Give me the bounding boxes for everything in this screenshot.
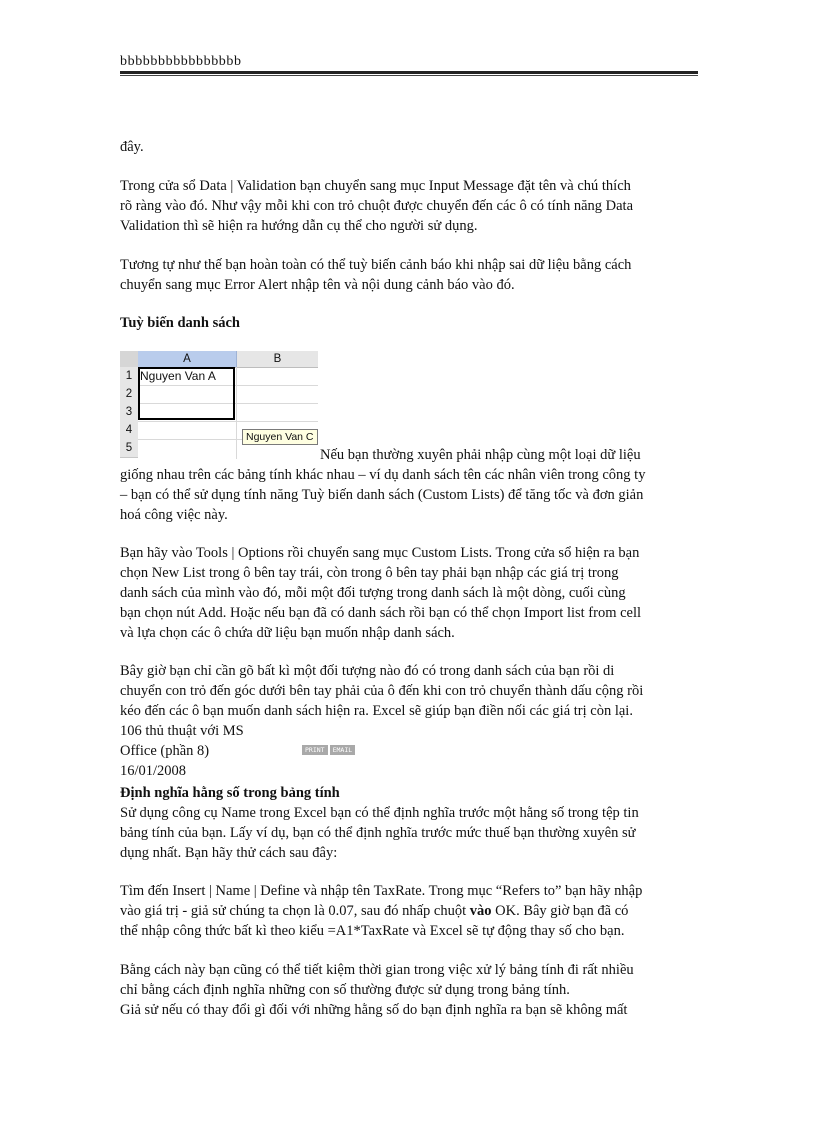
- paragraph-custom-lists: Nếu bạn thường xuyên phải nhập cùng một loại dữ liệu giống nhau trên các bảng tính khác nhau – ví dụ danh sách tên các nhân viên trong công ty – bạn có thể sử dụng tính năng Tuỳ biến danh sách (Custom Lists) để tăng tốc và đơn giản hoá công việc này.: [120, 447, 646, 523]
- row-header-2: 2: [120, 385, 138, 404]
- column-header-a: A: [138, 351, 237, 367]
- paragraph-tools-options: Bạn hãy vào Tools | Options rồi chuyển sang mục Custom Lists. Trong cửa sổ hiện ra bạn chọn New List trong ô bên tay trái, còn trong ô bên tay phải bạn nhập các giá trị trong danh sách của mình vào đó, mỗi một đối tượng trong danh sách là một dòng, cuối cùng bạn chọn nút Add. Hoặc nếu bạn đã có danh sách rồi bạn có thể chọn Import list from cell và lựa chọn các ô chứa dữ liệu bạn muốn nhập danh sách.: [120, 545, 642, 641]
- selection-range: [138, 367, 235, 420]
- article-meta: [120, 721, 698, 781]
- row-header-4: 4: [120, 421, 138, 440]
- section-title-constants: Định nghĩa hằng số trong bảng tính: [120, 785, 340, 801]
- column-header-b: B: [273, 353, 282, 365]
- autofill-tooltip: Nguyen Van C: [242, 429, 318, 445]
- paragraph-name-intro: Sử dụng công cụ Name trong Excel bạn có thể định nghĩa trước một hằng số trong tệp tin bảng tính của bạn. Lấy ví dụ, bạn có thể định nghĩa trước mức thuế bạn thường xuyên sử dụng nhất. Bạn hãy thử cách sau đây:: [120, 805, 639, 861]
- share-tags: [302, 739, 357, 757]
- print-button[interactable]: PRINT: [302, 745, 328, 755]
- page-header: bbbbbbbbbbbbbbbb: [120, 54, 242, 69]
- email-button[interactable]: EMAIL: [330, 745, 356, 755]
- article-date: 16/01/2008: [120, 763, 187, 779]
- paragraph-error-alert: Tương tự như thế bạn hoàn toàn có thể tuỳ biến cảnh báo khi nhập sai dữ liệu bằng cách chuyển sang mục Error Alert nhập tên và nội dung cảnh báo vào đó.: [120, 257, 632, 293]
- select-all-corner: [120, 351, 138, 367]
- header-divider-thin: [120, 75, 698, 76]
- section-title-custom-lists: Tuỳ biến danh sách: [120, 315, 240, 331]
- row-header-5: 5: [120, 439, 138, 458]
- spreadsheet-illustration: [120, 351, 318, 459]
- paragraph-fill-handle: Bây giờ bạn chỉ cần gõ bất kì một đối tượng nào đó có trong danh sách của bạn rồi di chuyển con trỏ đến góc dưới bên tay phải của ô đến khi con trỏ chuyển thành dấu cộng rồi kéo đến các ô bạn muốn danh sách hiện ra. Excel sẽ giúp bạn điền nối các giá trị còn lại.: [120, 663, 644, 719]
- row-header-1: 1: [120, 367, 138, 386]
- cell-a1: Nguyen Van A: [140, 369, 216, 383]
- article-title-line2: Office (phần 8): [120, 743, 210, 759]
- row-header-3: 3: [120, 403, 138, 422]
- paragraph-input-message: Trong cửa sổ Data | Validation bạn chuyển sang mục Input Message đặt tên và chú thích rõ ràng vào đó. Như vậy mỗi khi con trỏ chuột được chuyển đến các ô có tính năng Data Validation thì sẽ hiện ra hướng dẫn cụ thể cho người sử dụng.: [120, 178, 634, 234]
- paragraph-taxrate: Tìm đến Insert | Name | Define và nhập tên TaxRate. Trong mục “Refers to” bạn hãy nhập vào giá trị - giả sử chúng ta chọn là 0.07, sau đó nhấp chuột vào OK. Bây giờ bạn đã có thể nhập công thức bất kì theo kiểu =A1*TaxRate và Excel sẽ tự động thay số cho bạn.: [120, 883, 643, 939]
- article-title-line1: 106 thủ thuật với MS: [120, 723, 244, 739]
- intro-line: đây.: [120, 139, 144, 155]
- gridline: [138, 421, 318, 422]
- header-divider-thick: [120, 71, 698, 74]
- paragraph-save-time: Bằng cách này bạn cũng có thể tiết kiệm thời gian trong việc xử lý bảng tính đi rất nhiều chỉ bằng cách định nghĩa những con số thường được sử dụng trong bảng tính. Giả sử nếu có thay đổi gì đối với những hằng số do bạn định nghĩa ra bạn sẽ không mất: [120, 962, 634, 1018]
